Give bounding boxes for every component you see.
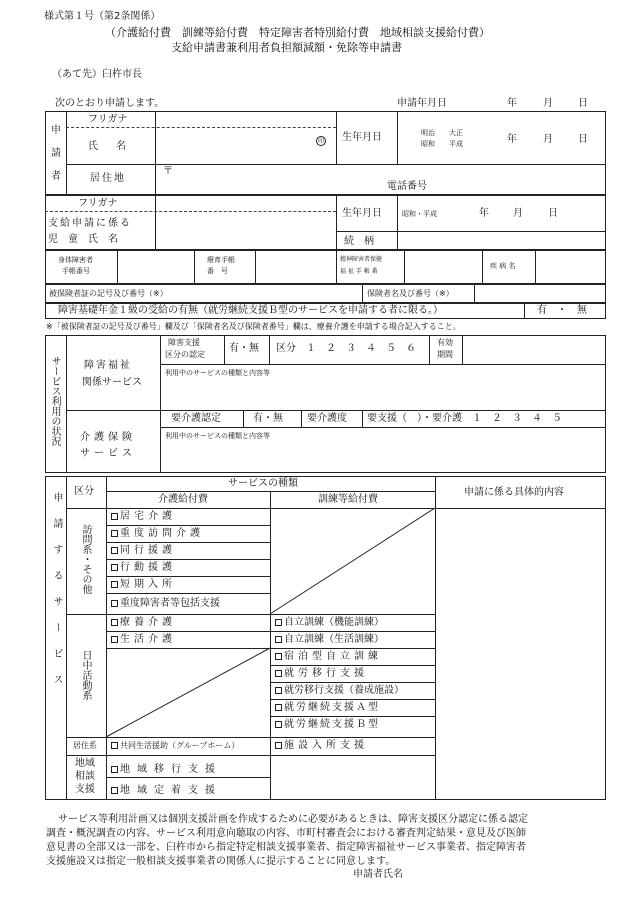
form-title-line1: （介護給付費 訓練等給付費 特定障害者特別給付費 地域相談支援給付費） <box>105 26 490 39</box>
service-option[interactable] <box>111 742 239 750</box>
applicant-side-char-3: 者 <box>51 171 61 182</box>
service-option[interactable] <box>275 618 384 628</box>
welfare-service-label-1: 障害福祉 <box>84 360 132 371</box>
rehab-handbook-label-2: 番 号 <box>207 267 228 275</box>
service-option-label: 同行援護 <box>120 545 176 556</box>
intro-text: 次のとおり申請します。 <box>55 98 165 109</box>
support-class-numbers: １ ２ ３ ４ ５ ６ <box>306 343 416 354</box>
service-option[interactable] <box>275 741 368 751</box>
applicant-side-char-2: 請 <box>51 148 61 159</box>
valid-period-label-1: 有効 <box>437 338 453 347</box>
service-type-header: サービスの種類 <box>228 478 298 489</box>
applicant-box <box>45 111 606 195</box>
service-option[interactable] <box>111 512 176 522</box>
service-option[interactable] <box>111 618 176 628</box>
applicant-dob-month: 月 <box>543 134 553 145</box>
applicant-dob-day: 日 <box>578 134 588 145</box>
service-option-label: 自立訓練（機能訓練） <box>284 617 384 628</box>
apply-month: 月 <box>543 98 553 109</box>
consent-line-2: 調査・概況調査の内容、サービス利用意向聴取の内容、市町村審査会における審査判定結果・意見及び医師 <box>46 828 526 839</box>
welfare-in-use-label: 利用中のサービスの種類と内容等 <box>165 369 270 377</box>
postal-mark: 〒 <box>163 166 173 177</box>
insurance-note: ※「被保険者証の記号及び番号」欄及び「保険者名及び保険者番号」欄は、療養介護を申請する場合記入すること。 <box>46 322 461 331</box>
service-option[interactable] <box>111 786 222 796</box>
local-category-label-1: 地域 <box>75 758 95 769</box>
welfare-service-label-2: 関係サービス <box>82 377 142 388</box>
services-side-label: 申請するサービス <box>51 492 62 700</box>
support-class-cert-label-2: 区分の認定 <box>165 350 205 359</box>
training-benefit-header: 訓練等給付費 <box>318 494 378 505</box>
service-option[interactable] <box>275 686 404 696</box>
checkbox[interactable] <box>275 619 282 626</box>
service-option[interactable] <box>111 529 204 539</box>
day-activity-category-label: 日中活動系 <box>80 650 91 700</box>
checkbox[interactable] <box>111 742 118 749</box>
physical-handbook-label-2: 手帳番号 <box>62 267 90 275</box>
service-option[interactable] <box>111 563 176 573</box>
applicant-dob-label: 生年月日 <box>342 132 382 143</box>
child-dob-year: 年 <box>479 208 489 219</box>
applicant-dob-year: 年 <box>507 134 517 145</box>
checkbox[interactable] <box>111 619 118 626</box>
checkbox[interactable] <box>275 721 282 728</box>
checkbox[interactable] <box>111 766 118 773</box>
apply-date-label: 申請年月日 <box>397 98 447 109</box>
apply-year: 年 <box>507 98 517 109</box>
child-name-label-1: 支給申請に係る <box>48 218 132 229</box>
usage-side-label: サービス利用の状況 <box>49 356 60 446</box>
child-name-label-2: 児 童 氏 名 <box>48 234 118 245</box>
consent-line-4: 支援施設又は指定一般相談支援事業者の関係人に提示することに同意します。 <box>46 856 396 867</box>
specific-detail-header: 申請に係る具体的内容 <box>464 487 564 498</box>
service-option-label: 療養介護 <box>120 617 176 628</box>
service-option-label: 就労移行支援 <box>284 668 368 679</box>
address-label: 居住地 <box>90 173 126 184</box>
service-option-label: 居宅介護 <box>120 511 176 522</box>
service-option-label: 宿泊型自立訓練 <box>284 651 382 662</box>
service-option[interactable] <box>111 580 176 590</box>
checkbox[interactable] <box>111 513 118 520</box>
mental-handbook-label-2: 福 祉 手 帳 番 <box>340 268 378 275</box>
service-option[interactable] <box>275 720 380 730</box>
checkbox[interactable] <box>275 687 282 694</box>
applicant-era-a: 明治 大正 <box>421 129 463 137</box>
local-category-label-3: 支援 <box>75 784 95 795</box>
checkbox[interactable] <box>111 564 118 571</box>
signature-label: 申請者氏名 <box>353 869 403 880</box>
care-insurance-label-2: サービス <box>80 448 136 459</box>
service-option[interactable] <box>275 635 384 645</box>
kubun-header: 区分 <box>74 486 94 497</box>
support-class-label: 区分 <box>276 343 296 354</box>
seal-mark: 印 <box>317 138 324 145</box>
service-option-label: 地域移行支援 <box>120 764 222 775</box>
service-option-label: 行動援護 <box>120 562 176 573</box>
checkbox[interactable] <box>275 704 282 711</box>
form-title-line2: 支給申請書兼利用者負担額減額・免除等申請書 <box>171 41 402 54</box>
service-option[interactable] <box>111 599 220 609</box>
applicant-era-b: 昭和 平成 <box>421 140 463 148</box>
disease-label: 疾 病 名 <box>490 262 516 270</box>
checkbox[interactable] <box>111 600 118 607</box>
service-option[interactable] <box>275 669 368 679</box>
child-dob-day: 日 <box>548 208 558 219</box>
child-era: 昭和・平成 <box>402 210 437 218</box>
care-level-values: 要支援（ ）・要介護 １ ２ ３ ４ ５ <box>367 413 562 424</box>
child-dob-month: 月 <box>513 208 523 219</box>
physical-handbook-label-1: 身体障害者 <box>58 256 93 264</box>
pension-question: 障害基礎年金１級の受給の有無（就労継続支援Ｂ型のサービスを申請する者に限る。） <box>58 305 443 316</box>
service-option-label: 地域定着支援 <box>120 785 222 796</box>
care-benefit-header: 介護給付費 <box>158 494 208 505</box>
service-option-label: 就労移行支援（養成施設） <box>284 685 404 696</box>
care-cert-yes-no: 有・無 <box>253 413 283 424</box>
applicant-name-label: 氏 名 <box>88 141 130 152</box>
child-dob-label: 生年月日 <box>342 208 382 219</box>
service-option-label: 就労継続支援Ｂ型 <box>284 719 380 730</box>
checkbox[interactable] <box>111 581 118 588</box>
service-option[interactable] <box>111 635 176 645</box>
rehab-handbook-label-1: 療育手帳 <box>207 256 235 264</box>
pension-answer: 有 ・ 無 <box>537 305 587 316</box>
service-option-label: 自立訓練（生活訓練） <box>284 634 384 645</box>
residence-category-label: 居住系 <box>73 741 97 750</box>
local-category-label-2: 相談 <box>75 771 95 782</box>
checkbox[interactable] <box>275 636 282 643</box>
checkbox[interactable] <box>111 547 118 554</box>
apply-day: 日 <box>578 98 588 109</box>
care-insurance-label-1: 介護保険 <box>80 432 136 443</box>
service-option-label: 生活介護 <box>120 634 176 645</box>
service-option[interactable] <box>111 765 222 775</box>
service-option-label: 就労継続支援Ａ型 <box>284 702 380 713</box>
consent-line-1: サービス等利用計画又は個別支援計画を作成するために必要があるときは、障害支援区分認定に係る認定 <box>58 814 528 825</box>
valid-period-label-2: 期間 <box>437 350 453 359</box>
visit-training-diagonal <box>270 508 435 614</box>
day-care-diagonal <box>106 648 270 737</box>
applicant-furigana-label: フリガナ <box>88 114 128 125</box>
support-class-yes-no: 有・無 <box>229 343 259 354</box>
form-number: 様式第１号（第2条関係） <box>44 11 161 22</box>
service-option-label: 短期入所 <box>120 579 176 590</box>
handbook-row <box>45 250 606 284</box>
consent-line-3: 意見書の全部又は一部を、臼杵市から指定特定相談支援事業者、指定障害福祉サービス事業者、指定障害者 <box>46 842 526 853</box>
applicant-side-char-1: 申 <box>51 125 61 136</box>
service-option[interactable] <box>111 546 176 556</box>
service-option-label: 重度訪問介護 <box>120 528 204 539</box>
service-option-label: 共同生活援助（グループホーム） <box>120 741 240 750</box>
relation-label: 続 柄 <box>344 236 374 247</box>
care-cert-label: 要介護認定 <box>171 413 221 424</box>
checkbox[interactable] <box>275 742 282 749</box>
service-option[interactable] <box>275 652 382 662</box>
checkbox[interactable] <box>111 530 118 537</box>
service-option-label: 施設入所支援 <box>284 740 368 751</box>
checkbox[interactable] <box>275 653 282 660</box>
phone-label: 電話番号 <box>387 181 427 192</box>
mental-handbook-label-1: 精神障害者保健 <box>340 256 383 263</box>
insurance-cert-label: 被保険者証の記号及び番号（※） <box>49 289 168 298</box>
visit-category-label: 訪問系・その他 <box>80 524 91 594</box>
checkbox[interactable] <box>111 636 118 643</box>
checkbox[interactable] <box>111 787 118 794</box>
addressee: （あて先）臼杵市長 <box>52 69 142 80</box>
child-furigana-label: フリガナ <box>78 198 118 209</box>
checkbox[interactable] <box>275 670 282 677</box>
service-option[interactable] <box>275 703 380 713</box>
service-option-label: 重度障害者等包括支援 <box>120 598 220 609</box>
support-class-cert-label-1: 障害支援 <box>168 338 200 347</box>
care-in-use-label: 利用中のサービスの種類と内容等 <box>165 432 270 440</box>
care-level-label: 要介護度 <box>307 413 347 424</box>
insurer-label: 保険者名及び番号（※） <box>367 289 454 298</box>
